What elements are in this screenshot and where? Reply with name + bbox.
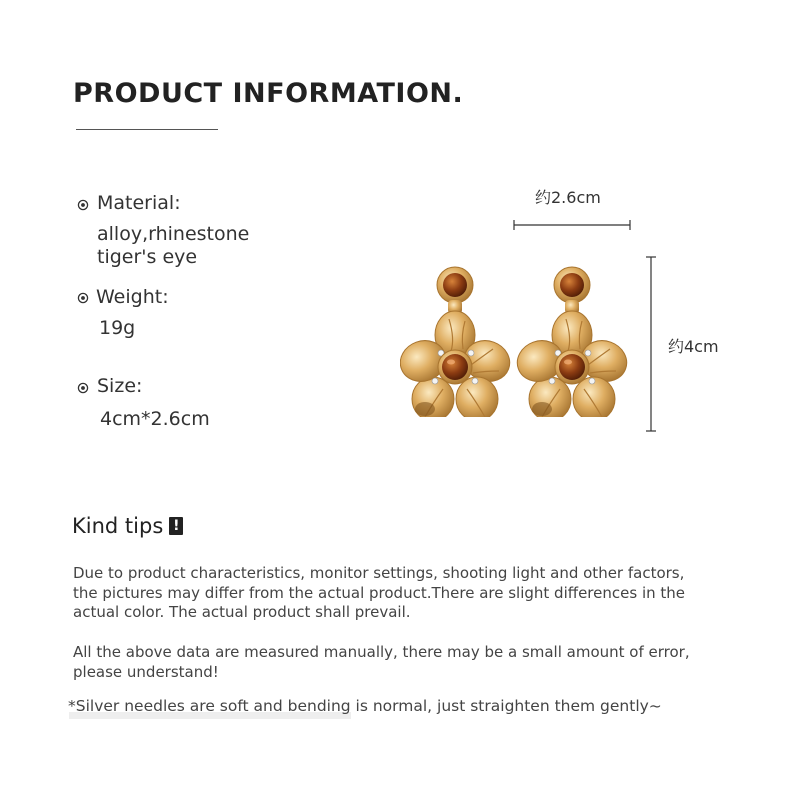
kind-tips-heading: [72, 514, 183, 538]
material-value-2: tiger's eye: [97, 246, 198, 268]
size-label: Size:: [97, 375, 143, 397]
width-dimension-line: [512, 218, 632, 232]
title-underline: [76, 129, 218, 130]
kind-tips-title: Kind tips: [72, 514, 164, 538]
tips-paragraph-2: All the above data are measured manually, there may be a small amount of error, please understand!: [73, 643, 690, 681]
weight-value: 19g: [99, 317, 136, 339]
earrings-photo: [400, 262, 635, 417]
size-value: 4cm*2.6cm: [100, 408, 210, 430]
needle-note: *Silver needles are soft and bending is normal, just straighten them gently~: [68, 697, 662, 715]
circle-dot-icon: [77, 382, 89, 394]
material-value-1: alloy,rhinestone: [97, 223, 250, 245]
circle-dot-icon: [77, 292, 89, 304]
weight-label: Weight:: [96, 286, 169, 308]
circle-dot-icon: [77, 199, 89, 211]
tips-paragraph-1: Due to product characteristics, monitor settings, shooting light and other factors, the pictures may differ from the actual product.There are slight differences in the actual color. The actual product shall prevail.: [73, 564, 685, 621]
height-dimension-label: 约4cm: [668, 337, 719, 356]
page-title: PRODUCT INFORMATION.: [73, 78, 464, 109]
material-label: Material:: [97, 192, 181, 214]
height-dimension-line: [644, 255, 658, 433]
exclamation-icon: !: [169, 517, 183, 535]
width-dimension-label: 约2.6cm: [535, 188, 601, 207]
